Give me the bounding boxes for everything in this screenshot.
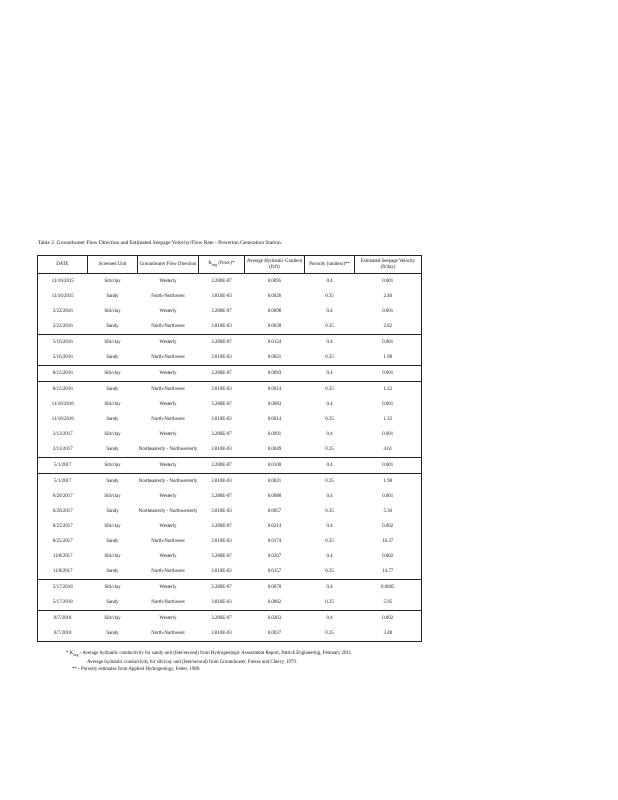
cell-flow-direction: North-Northwest — [138, 595, 199, 611]
cell-velocity: 0.0005 — [355, 580, 422, 596]
cell-velocity: 0.001 — [355, 489, 422, 504]
table-header-row — [38, 256, 422, 274]
cell-hydraulic-conductivity: 3.280E-07 — [199, 274, 245, 290]
cell-velocity: 3.48 — [355, 626, 422, 642]
table-row — [38, 397, 422, 412]
cell-velocity: 0.001 — [355, 427, 422, 442]
cell-screened-unit: Sandy — [106, 538, 119, 544]
cell-porosity: 0.35 — [325, 538, 334, 544]
cell-velocity: 1.98 — [355, 474, 422, 490]
cell-flow-direction: Westerly — [138, 274, 199, 290]
cell-gradient: 0.0263 — [245, 611, 305, 627]
cell-gradient: 0.0049 — [245, 442, 305, 458]
table-row — [38, 442, 422, 458]
cell-date: 5/17/2018 — [38, 580, 88, 596]
cell-date: 2/22/2016 — [38, 319, 88, 335]
cell-flow-direction: North-Northwest — [151, 293, 185, 299]
cell-velocity: 0.001 — [355, 274, 422, 290]
cell-hydraulic-conductivity: 3.810E-03 — [199, 626, 245, 642]
cell-flow-direction: Westerly — [159, 431, 177, 437]
cell-velocity: 0.001 — [355, 397, 422, 412]
table-row — [38, 289, 422, 304]
cell-date: 11/16/2015 — [38, 274, 88, 290]
cell-flow-direction: North-Northwest — [151, 538, 185, 544]
cell-flow-direction: North-Northwest — [138, 382, 199, 398]
cell-screened-unit: Sandy — [88, 350, 138, 366]
cell-hydraulic-conductivity: 3.810E-03 — [199, 319, 245, 335]
cell-date: 11/16/2016 — [38, 397, 88, 412]
cell-hydraulic-conductivity: 3.810E-03 — [211, 293, 232, 299]
header-velocity: Estimated Seepage Velocity (ft/day) — [355, 256, 422, 274]
cell-porosity: 0.35 — [305, 595, 355, 611]
cell-velocity: 2.40 — [355, 289, 422, 304]
cell-screened-unit: Sandy — [106, 293, 119, 299]
cell-screened-unit: Silt/clay — [88, 335, 138, 351]
cell-gradient: 0.0083 — [267, 401, 282, 407]
cell-screened-unit: Sandy — [88, 626, 138, 642]
cell-date: 5/16/2016 — [38, 335, 88, 351]
cell-date: 6/20/2017 — [38, 504, 88, 519]
header-k-units: (ft/sec)* — [217, 261, 235, 267]
cell-gradient: 0.0014 — [245, 382, 305, 398]
header-gradient: Average Hydraulic Gradient (ft/ft) — [245, 256, 305, 274]
cell-velocity: 14.77 — [355, 564, 422, 580]
cell-porosity: 0.4 — [326, 431, 333, 437]
footnote-k-subscript: avg — [73, 652, 79, 657]
table-row — [38, 534, 422, 549]
cell-hydraulic-conductivity: 3.810E-03 — [211, 508, 232, 514]
cell-flow-direction: North-Northwest — [138, 564, 199, 580]
cell-gradient: 0.0014 — [267, 416, 282, 422]
cell-date: 2/13/2017 — [38, 427, 88, 442]
cell-flow-direction: North-Northwest — [138, 350, 199, 366]
table-row — [38, 319, 422, 335]
cell-date: 11/8/2017 — [38, 549, 88, 564]
cell-screened-unit: Silt/clay — [88, 611, 138, 627]
cell-flow-direction: Northeasterly - Northwesterly — [138, 442, 199, 458]
cell-flow-direction: Northeasterly - Northwesterly — [138, 474, 199, 490]
cell-porosity: 0.35 — [325, 293, 334, 299]
cell-date: 5/17/2018 — [38, 595, 88, 611]
cell-screened-unit: Sandy — [88, 442, 138, 458]
cell-flow-direction: Northeasterly - Northwesterly — [138, 508, 198, 514]
cell-date: 11/16/2015 — [38, 289, 88, 304]
cell-gradient: 0.0057 — [267, 508, 282, 514]
cell-flow-direction: North-Northwest — [138, 626, 199, 642]
cell-date: 11/8/2017 — [38, 564, 88, 580]
cell-hydraulic-conductivity: 3.280E-07 — [199, 366, 245, 382]
cell-screened-unit: Silt/clay — [104, 401, 121, 407]
table-row — [38, 412, 422, 427]
cell-porosity: 0.4 — [305, 611, 355, 627]
table-row — [38, 504, 422, 519]
cell-porosity: 0.35 — [305, 319, 355, 335]
cell-screened-unit: Silt/clay — [88, 580, 138, 596]
cell-hydraulic-conductivity: 3.280E-07 — [211, 401, 232, 407]
cell-date: 8/7/2018 — [38, 626, 88, 642]
cell-velocity: 5.36 — [355, 504, 422, 519]
cell-velocity: 16.37 — [355, 534, 422, 549]
table-row — [38, 274, 422, 290]
cell-date: 6/20/2017 — [38, 489, 88, 504]
seepage-velocity-table — [37, 255, 422, 642]
cell-velocity: 2.82 — [355, 319, 422, 335]
table-row — [38, 366, 422, 382]
cell-hydraulic-conductivity: 3.810E-03 — [199, 474, 245, 490]
cell-hydraulic-conductivity: 3.280E-07 — [199, 580, 245, 596]
cell-porosity: 0.4 — [326, 493, 333, 499]
cell-velocity: 1.32 — [355, 412, 422, 427]
cell-flow-direction: Westerly — [159, 553, 177, 559]
cell-porosity: 0.35 — [305, 626, 355, 642]
cell-flow-direction: Westerly — [159, 523, 177, 529]
cell-flow-direction: Westerly — [159, 401, 177, 407]
cell-velocity: 1.98 — [355, 350, 422, 366]
cell-screened-unit: Sandy — [106, 508, 119, 514]
cell-screened-unit: Silt/clay — [104, 308, 121, 314]
cell-date: 11/16/2016 — [38, 412, 88, 427]
cell-hydraulic-conductivity: 3.280E-07 — [211, 308, 232, 314]
cell-gradient: 0.0100 — [245, 458, 305, 474]
cell-gradient: 0.0098 — [267, 308, 282, 314]
cell-hydraulic-conductivity: 3.810E-03 — [199, 350, 245, 366]
footnote-conductivity — [66, 650, 352, 659]
header-k-subscript: avg — [211, 262, 218, 267]
cell-screened-unit: Silt/clay — [88, 366, 138, 382]
cell-gradient: 0.0093 — [245, 366, 305, 382]
cell-porosity: 0.4 — [305, 580, 355, 596]
header-k-symbol: K — [208, 261, 212, 267]
table-row — [38, 489, 422, 504]
cell-date: 5/16/2016 — [38, 350, 88, 366]
cell-hydraulic-conductivity: 3.280E-07 — [211, 523, 232, 529]
header-screened-unit: Screened Unit — [88, 256, 138, 274]
header-hydraulic-conductivity — [199, 256, 245, 274]
cell-date: 8/7/2018 — [38, 611, 88, 627]
cell-date: 5/1/2017 — [38, 474, 88, 490]
table-footnotes — [66, 650, 352, 674]
cell-hydraulic-conductivity: 3.810E-03 — [211, 538, 232, 544]
cell-screened-unit: Silt/clay — [88, 274, 138, 290]
cell-porosity: 0.4 — [305, 458, 355, 474]
table-row — [38, 626, 422, 642]
cell-velocity: 0.001 — [355, 304, 422, 319]
cell-velocity: 0.002 — [355, 519, 422, 534]
cell-date: 8/25/2017 — [38, 534, 88, 549]
cell-porosity: 0.35 — [325, 508, 334, 514]
table-body — [38, 274, 422, 642]
table-row — [38, 474, 422, 490]
cell-date: 5/1/2017 — [38, 458, 88, 474]
cell-flow-direction: North-Northwest — [151, 416, 185, 422]
header-date: DATE — [38, 256, 88, 274]
cell-velocity: 4.61 — [355, 442, 422, 458]
cell-flow-direction: Westerly — [138, 611, 199, 627]
cell-velocity: 1.32 — [355, 382, 422, 398]
cell-porosity: 0.4 — [326, 401, 333, 407]
cell-velocity: 0.001 — [355, 335, 422, 351]
cell-screened-unit: Silt/clay — [104, 553, 121, 559]
cell-screened-unit: Silt/clay — [104, 523, 121, 529]
cell-hydraulic-conductivity: 3.280E-07 — [199, 458, 245, 474]
cell-hydraulic-conductivity: 3.810E-03 — [211, 416, 232, 422]
cell-flow-direction: Westerly — [138, 580, 199, 596]
cell-velocity: 0.002 — [355, 611, 422, 627]
cell-gradient: 0.0095 — [245, 274, 305, 290]
cell-gradient: 0.0062 — [245, 595, 305, 611]
cell-gradient: 0.0026 — [267, 293, 282, 299]
cell-hydraulic-conductivity: 3.280E-07 — [211, 493, 232, 499]
cell-flow-direction: Westerly — [138, 335, 199, 351]
cell-porosity: 0.4 — [326, 523, 333, 529]
cell-flow-direction: Westerly — [138, 366, 199, 382]
cell-porosity: 0.4 — [326, 308, 333, 314]
cell-gradient: 0.0021 — [245, 474, 305, 490]
cell-hydraulic-conductivity: 3.280E-07 — [211, 431, 232, 437]
table-row — [38, 611, 422, 627]
cell-screened-unit: Sandy — [88, 474, 138, 490]
cell-hydraulic-conductivity: 3.280E-07 — [211, 553, 232, 559]
cell-date: 8/15/2016 — [38, 366, 88, 382]
cell-date: 8/15/2016 — [38, 382, 88, 398]
cell-flow-direction: Westerly — [159, 308, 177, 314]
cell-porosity: 0.35 — [305, 442, 355, 458]
cell-flow-direction: North-Northwest — [138, 319, 199, 335]
cell-porosity: 0.35 — [305, 350, 355, 366]
cell-gradient: 0.0124 — [245, 335, 305, 351]
table-row — [38, 350, 422, 366]
cell-screened-unit: Sandy — [88, 564, 138, 580]
cell-flow-direction: Westerly — [138, 458, 199, 474]
table-row — [38, 519, 422, 534]
cell-screened-unit: Sandy — [106, 416, 119, 422]
table-row — [38, 595, 422, 611]
cell-gradient: 0.0088 — [267, 493, 282, 499]
cell-gradient: 0.0021 — [245, 350, 305, 366]
cell-screened-unit: Silt/clay — [104, 493, 121, 499]
cell-gradient: 0.0267 — [267, 553, 282, 559]
cell-screened-unit: Silt/clay — [104, 431, 121, 437]
cell-screened-unit: Sandy — [88, 319, 138, 335]
footnote-porosity: ** - Porosity estimates from Applied Hydrogeology, Fetter, 1980. — [72, 667, 201, 673]
cell-hydraulic-conductivity: 3.280E-07 — [199, 335, 245, 351]
cell-gradient: 0.0091 — [267, 431, 282, 437]
cell-gradient: 0.0037 — [245, 626, 305, 642]
cell-velocity: 0.001 — [355, 366, 422, 382]
table-row — [38, 549, 422, 564]
cell-gradient: 0.0070 — [245, 580, 305, 596]
table-row — [38, 580, 422, 596]
cell-gradient: 0.0174 — [267, 538, 282, 544]
header-flow-direction: Groundwater Flow Direction — [138, 256, 199, 274]
table-row — [38, 458, 422, 474]
cell-hydraulic-conductivity: 3.280E-07 — [199, 611, 245, 627]
cell-flow-direction: Westerly — [159, 493, 177, 499]
cell-velocity: 5.95 — [355, 595, 422, 611]
cell-porosity: 0.35 — [305, 382, 355, 398]
table-caption: Table 2. Groundwater Flow Direction and Estimated Seepage Velocity/Flow Rate - Powerton Generation Station. — [38, 240, 282, 246]
cell-gradient: 0.0157 — [245, 564, 305, 580]
cell-hydraulic-conductivity: 3.810E-03 — [199, 442, 245, 458]
footnote-sandy-source: - Average hydraulic conductivity for sandy unit (feet/second) from Hydrogeologic Assessment Report, Patrick Engineering, February 2011. — [78, 651, 353, 656]
cell-porosity: 0.35 — [305, 564, 355, 580]
cell-hydraulic-conductivity: 3.810E-03 — [199, 595, 245, 611]
cell-screened-unit: Sandy — [88, 595, 138, 611]
cell-screened-unit: Silt/clay — [88, 458, 138, 474]
footnote-siltclay-source: Average hydraulic conductivity for silt/clay unit (feet/second) from Groundwater, Freeze and Cherry, 1979. — [87, 660, 298, 666]
table-row — [38, 335, 422, 351]
cell-gradient: 0.0214 — [267, 523, 282, 529]
cell-velocity: 0.002 — [355, 549, 422, 564]
cell-porosity: 0.35 — [305, 474, 355, 490]
footnote-k-marker: * K — [66, 651, 74, 656]
table-row — [38, 382, 422, 398]
cell-porosity: 0.4 — [305, 366, 355, 382]
cell-date: 2/13/2017 — [38, 442, 88, 458]
cell-hydraulic-conductivity: 3.810E-03 — [199, 564, 245, 580]
cell-hydraulic-conductivity: 3.810E-03 — [199, 382, 245, 398]
cell-porosity: 0.35 — [325, 416, 334, 422]
table-row — [38, 427, 422, 442]
table-row — [38, 564, 422, 580]
cell-velocity: 0.001 — [355, 458, 422, 474]
cell-screened-unit: Sandy — [88, 382, 138, 398]
cell-gradient: 0.0030 — [245, 319, 305, 335]
cell-porosity: 0.4 — [305, 335, 355, 351]
cell-porosity: 0.4 — [305, 274, 355, 290]
cell-date: 8/25/2017 — [38, 519, 88, 534]
table-row — [38, 304, 422, 319]
header-porosity: Porosity (unitless)** — [305, 256, 355, 274]
cell-date: 2/22/2016 — [38, 304, 88, 319]
cell-porosity: 0.4 — [326, 553, 333, 559]
